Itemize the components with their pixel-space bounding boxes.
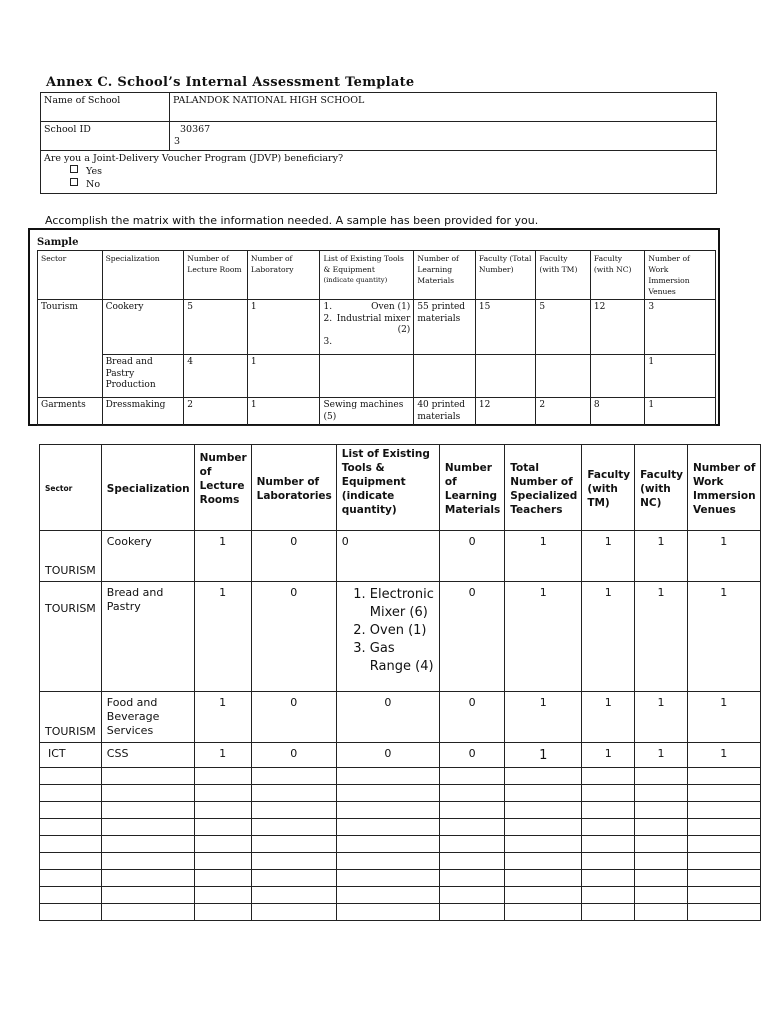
matrix-row — [40, 582, 761, 692]
empty-cell[interactable] — [101, 853, 194, 870]
matrix-materials: 0 — [439, 582, 504, 692]
matrix-tools-list — [342, 586, 434, 676]
matrix-tools — [336, 582, 439, 692]
empty-cell[interactable] — [40, 904, 102, 921]
empty-cell[interactable] — [251, 870, 336, 887]
empty-cell[interactable] — [101, 870, 194, 887]
empty-cell[interactable] — [439, 836, 504, 853]
empty-cell[interactable] — [505, 870, 582, 887]
matrix-lecture: 1 — [194, 692, 251, 743]
empty-cell[interactable] — [40, 802, 102, 819]
sample-faculty-nc: 12 — [590, 300, 644, 355]
sample-faculty-tm: 2 — [536, 398, 590, 426]
empty-cell[interactable] — [687, 785, 760, 802]
sample-row — [38, 355, 716, 398]
empty-cell[interactable] — [582, 802, 635, 819]
sample-spec: Cookery — [102, 300, 184, 355]
matrix-spec: Food and Beverage Services — [101, 692, 194, 743]
empty-cell[interactable] — [101, 887, 194, 904]
matrix-empty-row — [40, 853, 761, 870]
empty-cell[interactable] — [194, 836, 251, 853]
sample-lab: 1 — [247, 355, 320, 398]
empty-cell[interactable] — [101, 802, 194, 819]
jdvp-yes-option[interactable] — [70, 165, 713, 178]
sample-header-tools-text: List of Existing Tools & Equipment — [323, 254, 404, 274]
school-name-label: Name of School — [41, 93, 170, 122]
sample-venues: 1 — [645, 398, 716, 426]
matrix-header-sector: Sector — [40, 445, 102, 531]
school-id-label: School ID — [41, 122, 170, 151]
sample-lecture: 2 — [184, 398, 248, 426]
sample-row — [38, 300, 716, 355]
empty-cell[interactable] — [635, 802, 688, 819]
empty-cell[interactable] — [505, 802, 582, 819]
empty-cell[interactable] — [336, 904, 439, 921]
sample-faculty-total — [475, 355, 536, 398]
matrix-header-faculty-nc: Faculty (with NC) — [635, 445, 688, 531]
sample-spec: Dressmaking — [102, 398, 184, 426]
empty-cell[interactable] — [336, 836, 439, 853]
empty-cell[interactable] — [194, 819, 251, 836]
empty-cell[interactable] — [505, 768, 582, 785]
empty-cell[interactable] — [40, 870, 102, 887]
sample-header-tools — [320, 251, 414, 300]
sample-header-faculty-total: Faculty (Total Number) — [475, 251, 536, 300]
yes-checkbox[interactable] — [70, 165, 78, 173]
matrix-empty-row — [40, 785, 761, 802]
empty-cell[interactable] — [505, 785, 582, 802]
school-id-line2: 3 — [174, 136, 181, 147]
sample-lab: 1 — [247, 398, 320, 426]
sample-venues: 1 — [645, 355, 716, 398]
empty-cell[interactable] — [505, 904, 582, 921]
empty-cell[interactable] — [582, 870, 635, 887]
yes-label: Yes — [86, 166, 102, 177]
empty-cell[interactable] — [194, 887, 251, 904]
sample-header-materials: Number of Learning Materials — [414, 251, 476, 300]
matrix-sector: TOURISM — [40, 692, 102, 743]
page-title: Annex C. School’s Internal Assessment Template — [46, 75, 415, 90]
empty-cell[interactable] — [635, 853, 688, 870]
sample-materials: 55 printed materials — [414, 300, 476, 355]
sample-tool-item: 1. Oven (1) — [323, 302, 411, 312]
jdvp-row — [41, 151, 717, 194]
empty-cell[interactable] — [336, 870, 439, 887]
sample-materials — [414, 355, 476, 398]
sample-sector: Garments — [38, 398, 103, 426]
empty-cell[interactable] — [439, 819, 504, 836]
sample-header-faculty-tm: Faculty (with TM) — [536, 251, 590, 300]
empty-cell[interactable] — [251, 904, 336, 921]
empty-cell[interactable] — [687, 836, 760, 853]
sample-label: Sample — [37, 237, 79, 248]
sample-tools — [320, 355, 414, 398]
empty-cell[interactable] — [251, 853, 336, 870]
matrix-spec: CSS — [101, 743, 194, 768]
empty-cell[interactable] — [336, 802, 439, 819]
matrix-header-faculty-tm: Faculty (with TM) — [582, 445, 635, 531]
empty-cell[interactable] — [582, 853, 635, 870]
sample-faculty-tm — [536, 355, 590, 398]
empty-cell[interactable] — [40, 887, 102, 904]
sample-materials: 40 printed materials — [414, 398, 476, 426]
empty-cell[interactable] — [194, 853, 251, 870]
matrix-header-specialization: Specialization — [101, 445, 194, 531]
matrix-header-venues: Number of Work Immersion Venues — [687, 445, 760, 531]
matrix-tools: 0 — [336, 531, 439, 582]
empty-cell[interactable] — [336, 853, 439, 870]
sample-lecture: 4 — [184, 355, 248, 398]
matrix-header-laboratories: Number of Laboratories — [251, 445, 336, 531]
empty-cell[interactable] — [687, 819, 760, 836]
empty-cell[interactable] — [251, 785, 336, 802]
empty-cell[interactable] — [687, 802, 760, 819]
empty-cell[interactable] — [635, 870, 688, 887]
matrix-tools: 0 — [336, 692, 439, 743]
empty-cell[interactable] — [251, 836, 336, 853]
empty-cell[interactable] — [687, 904, 760, 921]
empty-cell[interactable] — [505, 819, 582, 836]
matrix-lab: 0 — [251, 692, 336, 743]
matrix-header-row — [40, 445, 761, 531]
sample-header-row — [38, 251, 716, 300]
matrix-faculty-nc: 1 — [635, 743, 688, 768]
matrix-teachers: 1 — [505, 743, 582, 768]
empty-cell[interactable] — [582, 819, 635, 836]
sample-tool-text: Industrial mixer (2) — [336, 313, 411, 335]
sample-spec: Bread and Pastry Production — [102, 355, 184, 398]
empty-cell[interactable] — [635, 836, 688, 853]
empty-cell[interactable] — [505, 887, 582, 904]
empty-cell[interactable] — [582, 904, 635, 921]
matrix-row — [40, 531, 761, 582]
matrix-lab: 0 — [251, 743, 336, 768]
empty-cell[interactable] — [439, 904, 504, 921]
empty-cell[interactable] — [251, 887, 336, 904]
empty-cell[interactable] — [635, 819, 688, 836]
matrix-venues: 1 — [687, 582, 760, 692]
empty-cell[interactable] — [336, 819, 439, 836]
empty-cell[interactable] — [635, 768, 688, 785]
matrix-spec: Bread and Pastry — [101, 582, 194, 692]
matrix-empty-row — [40, 819, 761, 836]
empty-cell[interactable] — [505, 836, 582, 853]
sample-sector: Tourism — [38, 300, 103, 398]
empty-cell[interactable] — [439, 802, 504, 819]
sample-header-laboratory: Number of Laboratory — [247, 251, 320, 300]
matrix-venues: 1 — [687, 531, 760, 582]
sample-faculty-total: 15 — [475, 300, 536, 355]
sample-header-faculty-nc: Faculty (with NC) — [590, 251, 644, 300]
empty-cell[interactable] — [635, 904, 688, 921]
empty-cell[interactable] — [336, 785, 439, 802]
matrix-tool-item: 3. Gas Range (4) — [370, 640, 434, 676]
matrix-faculty-tm: 1 — [582, 692, 635, 743]
empty-cell[interactable] — [439, 853, 504, 870]
matrix-row — [40, 743, 761, 768]
matrix-tools: 0 — [336, 743, 439, 768]
matrix-lab: 0 — [251, 582, 336, 692]
sample-faculty-nc — [590, 355, 644, 398]
empty-cell[interactable] — [40, 819, 102, 836]
matrix-sector: ICT — [40, 743, 102, 768]
empty-cell[interactable] — [687, 887, 760, 904]
empty-cell[interactable] — [194, 802, 251, 819]
sample-tool-item: 2. Industrial mixer (2) — [323, 313, 411, 335]
sample-tool-text: Oven (1) — [371, 302, 411, 312]
empty-cell[interactable] — [687, 870, 760, 887]
empty-cell[interactable] — [251, 802, 336, 819]
empty-cell[interactable] — [40, 853, 102, 870]
empty-cell[interactable] — [101, 836, 194, 853]
matrix-faculty-nc: 1 — [635, 692, 688, 743]
empty-cell[interactable] — [439, 870, 504, 887]
empty-cell[interactable] — [101, 904, 194, 921]
jdvp-question: Are you a Joint-Delivery Voucher Program (JDVP) beneficiary? — [44, 153, 344, 164]
empty-cell[interactable] — [101, 785, 194, 802]
empty-cell[interactable] — [687, 853, 760, 870]
empty-cell[interactable] — [251, 819, 336, 836]
matrix-empty-row — [40, 802, 761, 819]
matrix-empty-row — [40, 904, 761, 921]
empty-cell[interactable] — [336, 887, 439, 904]
jdvp-cell — [41, 151, 717, 194]
matrix-faculty-tm: 1 — [582, 531, 635, 582]
empty-cell[interactable] — [194, 904, 251, 921]
matrix-faculty-tm: 1 — [582, 582, 635, 692]
empty-cell[interactable] — [635, 785, 688, 802]
school-id-value — [170, 122, 717, 151]
matrix-header-lecture: Number of Lecture Rooms — [194, 445, 251, 531]
sample-header-specialization: Specialization — [102, 251, 184, 300]
sample-lecture: 5 — [184, 300, 248, 355]
sample-lab: 1 — [247, 300, 320, 355]
sample-header-tools-note: (indicate quantity) — [323, 276, 388, 284]
school-info-table — [40, 92, 717, 194]
matrix-header-tools: List of Existing Tools & Equipment (indicate quantity) — [336, 445, 439, 531]
matrix-lab: 0 — [251, 531, 336, 582]
matrix-materials: 0 — [439, 743, 504, 768]
instruction-text: Accomplish the matrix with the information needed. A sample has been provided for you. — [45, 214, 539, 227]
matrix-spec: Cookery — [101, 531, 194, 582]
sample-venues: 3 — [645, 300, 716, 355]
matrix-teachers: 1 — [505, 582, 582, 692]
sample-faculty-nc: 8 — [590, 398, 644, 426]
empty-cell[interactable] — [194, 870, 251, 887]
sample-tool-item: 3. — [323, 336, 333, 347]
matrix-venues: 1 — [687, 692, 760, 743]
sample-tools: Sewing machines (5) — [320, 398, 414, 426]
empty-cell[interactable] — [635, 887, 688, 904]
sample-faculty-tm: 5 — [536, 300, 590, 355]
school-name-row — [41, 93, 717, 122]
empty-cell[interactable] — [439, 768, 504, 785]
matrix-empty-row — [40, 768, 761, 785]
sample-tools — [320, 300, 414, 355]
school-id-row — [41, 122, 717, 151]
empty-cell[interactable] — [439, 887, 504, 904]
matrix-empty-row — [40, 887, 761, 904]
no-checkbox[interactable] — [70, 178, 78, 186]
school-id-line1: 30367 — [180, 124, 211, 135]
matrix-faculty-tm: 1 — [582, 743, 635, 768]
matrix-lecture: 1 — [194, 743, 251, 768]
matrix-faculty-nc: 1 — [635, 582, 688, 692]
sample-table — [37, 250, 716, 426]
empty-cell[interactable] — [336, 768, 439, 785]
empty-cell[interactable] — [439, 785, 504, 802]
sample-header-sector: Sector — [38, 251, 103, 300]
matrix-sector: TOURISM — [40, 582, 102, 692]
empty-cell[interactable] — [505, 853, 582, 870]
matrix-teachers: 1 — [505, 692, 582, 743]
matrix-faculty-nc: 1 — [635, 531, 688, 582]
sample-header-lecture: Number of Lecture Room — [184, 251, 248, 300]
empty-cell[interactable] — [582, 836, 635, 853]
matrix-materials: 0 — [439, 692, 504, 743]
empty-cell[interactable] — [582, 887, 635, 904]
empty-cell[interactable] — [40, 836, 102, 853]
empty-cell[interactable] — [251, 768, 336, 785]
empty-cell[interactable] — [582, 785, 635, 802]
jdvp-no-option[interactable] — [70, 178, 713, 191]
sample-row — [38, 398, 716, 426]
matrix-materials: 0 — [439, 531, 504, 582]
empty-cell[interactable] — [582, 768, 635, 785]
empty-cell[interactable] — [101, 768, 194, 785]
sample-faculty-total: 12 — [475, 398, 536, 426]
no-label: No — [86, 179, 101, 190]
assessment-matrix-table — [39, 444, 761, 921]
matrix-lecture: 1 — [194, 582, 251, 692]
empty-cell[interactable] — [40, 768, 102, 785]
empty-cell[interactable] — [40, 785, 102, 802]
matrix-tool-item: 1. Electronic Mixer (6) — [370, 586, 434, 622]
matrix-empty-row — [40, 836, 761, 853]
empty-cell[interactable] — [194, 768, 251, 785]
matrix-teachers: 1 — [505, 531, 582, 582]
matrix-header-teachers: Total Number of Specialized Teachers — [505, 445, 582, 531]
sample-header-venues: Number of Work Immersion Venues — [645, 251, 716, 300]
matrix-tool-item: 2. Oven (1) — [370, 622, 434, 640]
matrix-venues: 1 — [687, 743, 760, 768]
matrix-sector: TOURISM — [40, 531, 102, 582]
empty-cell[interactable] — [194, 785, 251, 802]
school-name-value: PALANDOK NATIONAL HIGH SCHOOL — [170, 93, 717, 122]
matrix-lecture: 1 — [194, 531, 251, 582]
matrix-empty-row — [40, 870, 761, 887]
matrix-row — [40, 692, 761, 743]
empty-cell[interactable] — [687, 768, 760, 785]
empty-cell[interactable] — [101, 819, 194, 836]
matrix-header-materials: Number of Learning Materials — [439, 445, 504, 531]
